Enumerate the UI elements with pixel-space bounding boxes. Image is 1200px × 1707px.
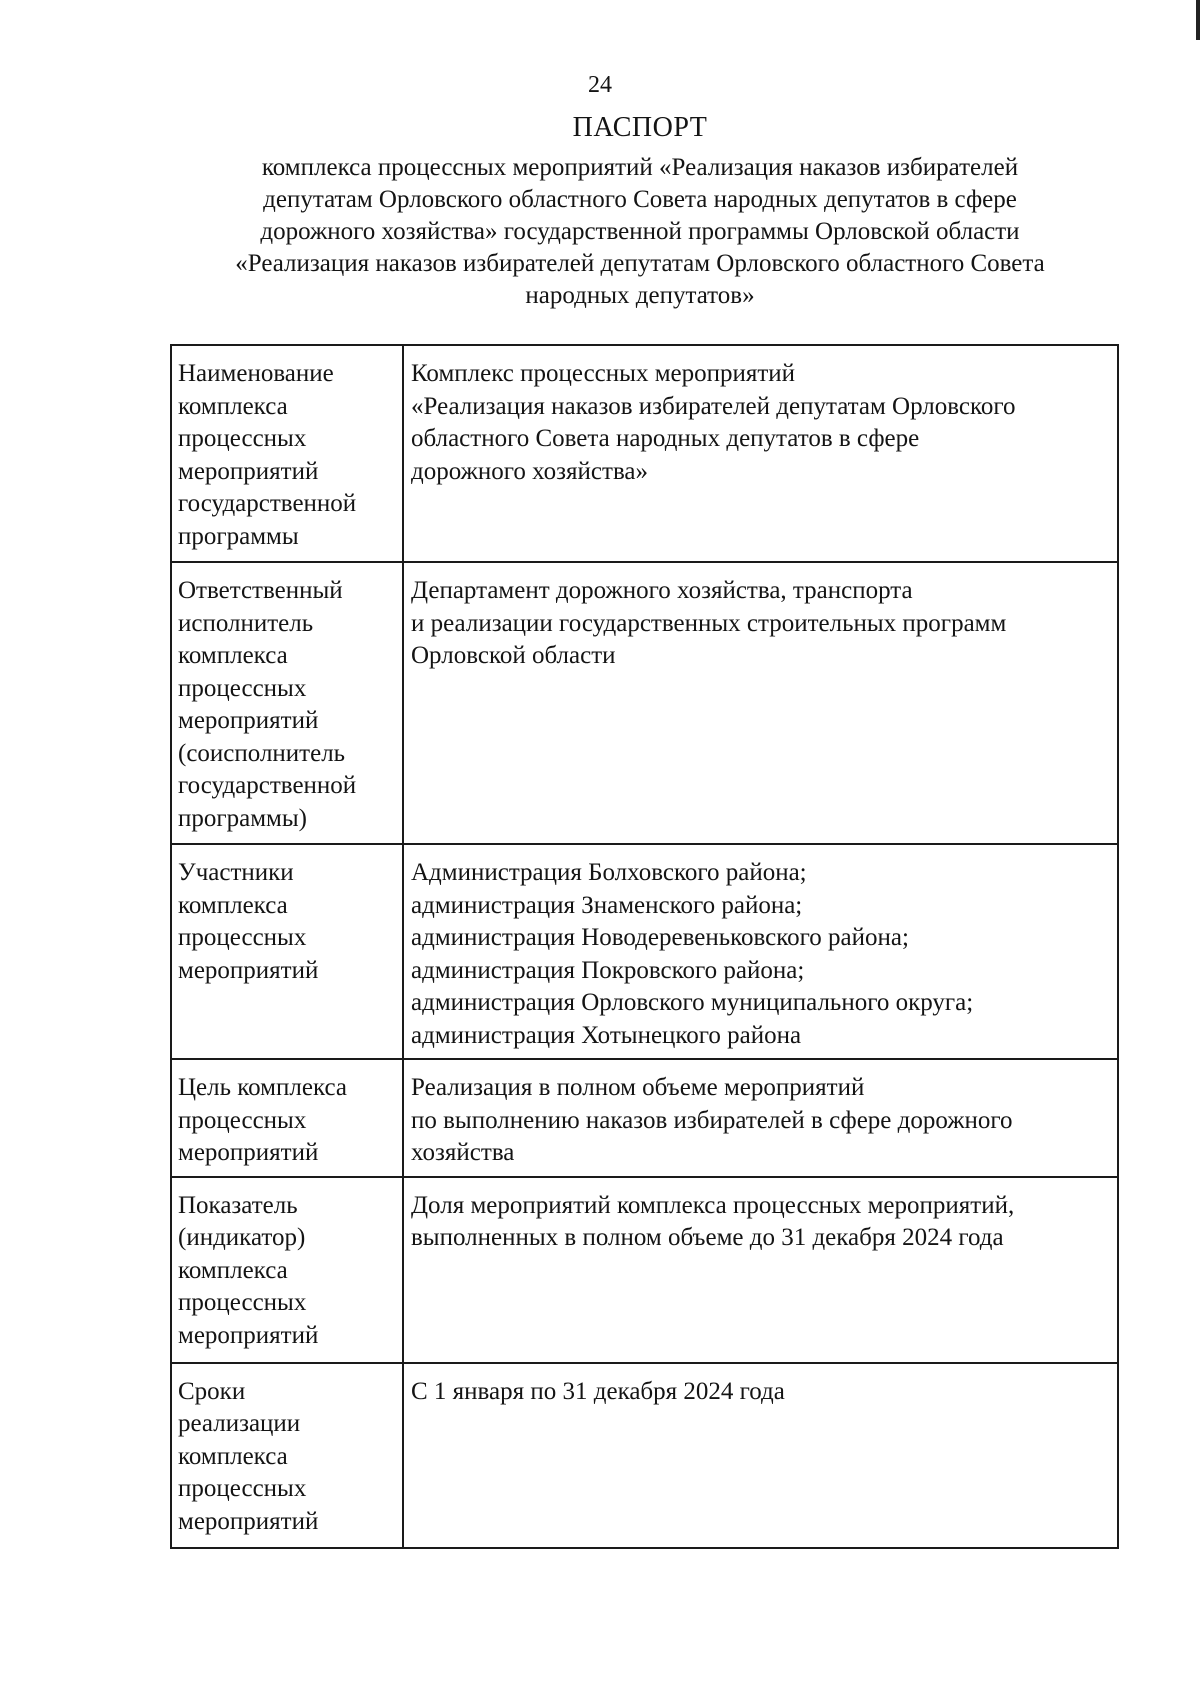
label-line: мероприятий — [178, 1507, 319, 1535]
label-line: программы) — [178, 804, 307, 832]
label-line: мероприятий — [178, 1139, 319, 1166]
label-line: (соисполнитель — [178, 739, 346, 767]
label-line: Участники — [178, 859, 294, 886]
value-line: Администрация Болховского района; — [411, 859, 807, 886]
value-line: Комплекс процессных мероприятий — [411, 360, 796, 387]
label-line: Ответственный — [178, 577, 343, 604]
value-line: и реализации государственных строительных программ — [411, 609, 1007, 637]
label-line: исполнитель — [178, 609, 314, 637]
value-line: выполненных в полном объеме до 31 декабря 2024 года — [411, 1224, 1004, 1251]
row-label — [171, 1059, 403, 1177]
value-line: администрация Орловского муниципального округа; — [411, 989, 974, 1016]
table-row — [171, 1059, 1118, 1177]
row-label — [171, 562, 403, 844]
label-line: реализации — [178, 1410, 301, 1437]
label-line: процессных — [178, 674, 307, 702]
label-line: комплекса — [178, 891, 288, 919]
label-line: Показатель — [178, 1191, 298, 1219]
label-line: мероприятий — [178, 956, 319, 984]
label-line: процессных — [178, 924, 307, 951]
page-number: 24 — [588, 72, 612, 98]
value-line: администрация Хотынецкого района — [411, 1021, 802, 1049]
row-label — [171, 1177, 403, 1363]
table-row — [171, 1363, 1118, 1548]
label-line: процессных — [178, 1475, 307, 1502]
row-label — [171, 345, 403, 562]
subtitle-line: народных депутатов» — [525, 282, 755, 309]
label-line: процессных — [178, 425, 307, 452]
subtitle-line: дорожного хозяйства» государственной программы Орловской области — [260, 218, 1020, 245]
value-line: по выполнению наказов избирателей в сфере дорожного — [411, 1106, 1013, 1134]
value-line: хозяйства — [411, 1139, 515, 1166]
table-row — [171, 844, 1118, 1059]
table-row — [171, 345, 1118, 562]
passport-table — [170, 344, 1119, 1549]
document-title: ПАСПОРТ — [572, 112, 708, 143]
label-line: Сроки — [178, 1377, 246, 1405]
row-label — [171, 844, 403, 1059]
value-line: дорожного хозяйства» — [411, 457, 649, 485]
subtitle-line: «Реализация наказов избирателей депутатам Орловского областного Совета — [235, 250, 1045, 277]
label-line: государственной — [178, 772, 357, 799]
value-line: администрация Покровского района; — [411, 956, 805, 984]
subtitle-line: комплекса процессных мероприятий «Реализация наказов избирателей — [261, 154, 1019, 181]
row-value — [403, 1363, 1118, 1548]
label-line: Цель комплекса — [178, 1074, 347, 1101]
row-label — [171, 1363, 403, 1548]
label-line: государственной — [178, 490, 357, 517]
label-line: мероприятий — [178, 457, 319, 485]
value-line: администрация Новодеревеньковского района; — [411, 924, 909, 951]
value-line: «Реализация наказов избирателей депутатам Орловского — [411, 392, 1016, 420]
label-line: процессных — [178, 1106, 307, 1134]
row-value — [403, 844, 1118, 1059]
table-row — [171, 562, 1118, 844]
value-line: Департамент дорожного хозяйства, транспорта — [411, 577, 913, 604]
label-line: мероприятий — [178, 1321, 319, 1349]
value-line: областного Совета народных депутатов в сфере — [411, 425, 920, 452]
value-line: Реализация в полном объеме мероприятий — [411, 1074, 865, 1101]
value-line: Доля мероприятий комплекса процессных мероприятий, — [411, 1191, 1015, 1219]
label-line: программы — [178, 522, 299, 550]
row-value — [403, 562, 1118, 844]
label-line: комплекса — [178, 1256, 288, 1284]
label-line: комплекса — [178, 392, 288, 420]
label-line: Наименование — [178, 360, 334, 387]
label-line: мероприятий — [178, 707, 319, 734]
scan-edge-mark — [1196, 0, 1200, 40]
value-line: администрация Знаменского района; — [411, 891, 803, 919]
value-line: С 1 января по 31 декабря 2024 года — [411, 1377, 785, 1405]
label-line: комплекса — [178, 642, 288, 669]
document-subtitle — [160, 152, 1120, 312]
label-line: (индикатор) — [178, 1224, 306, 1251]
label-line: комплекса — [178, 1442, 288, 1470]
label-line: процессных — [178, 1289, 307, 1316]
row-value — [403, 1177, 1118, 1363]
subtitle-line: депутатам Орловского областного Совета народных депутатов в сфере — [263, 186, 1017, 213]
row-value — [403, 345, 1118, 562]
value-line: Орловской области — [411, 642, 616, 669]
table-row — [171, 1177, 1118, 1363]
row-value — [403, 1059, 1118, 1177]
